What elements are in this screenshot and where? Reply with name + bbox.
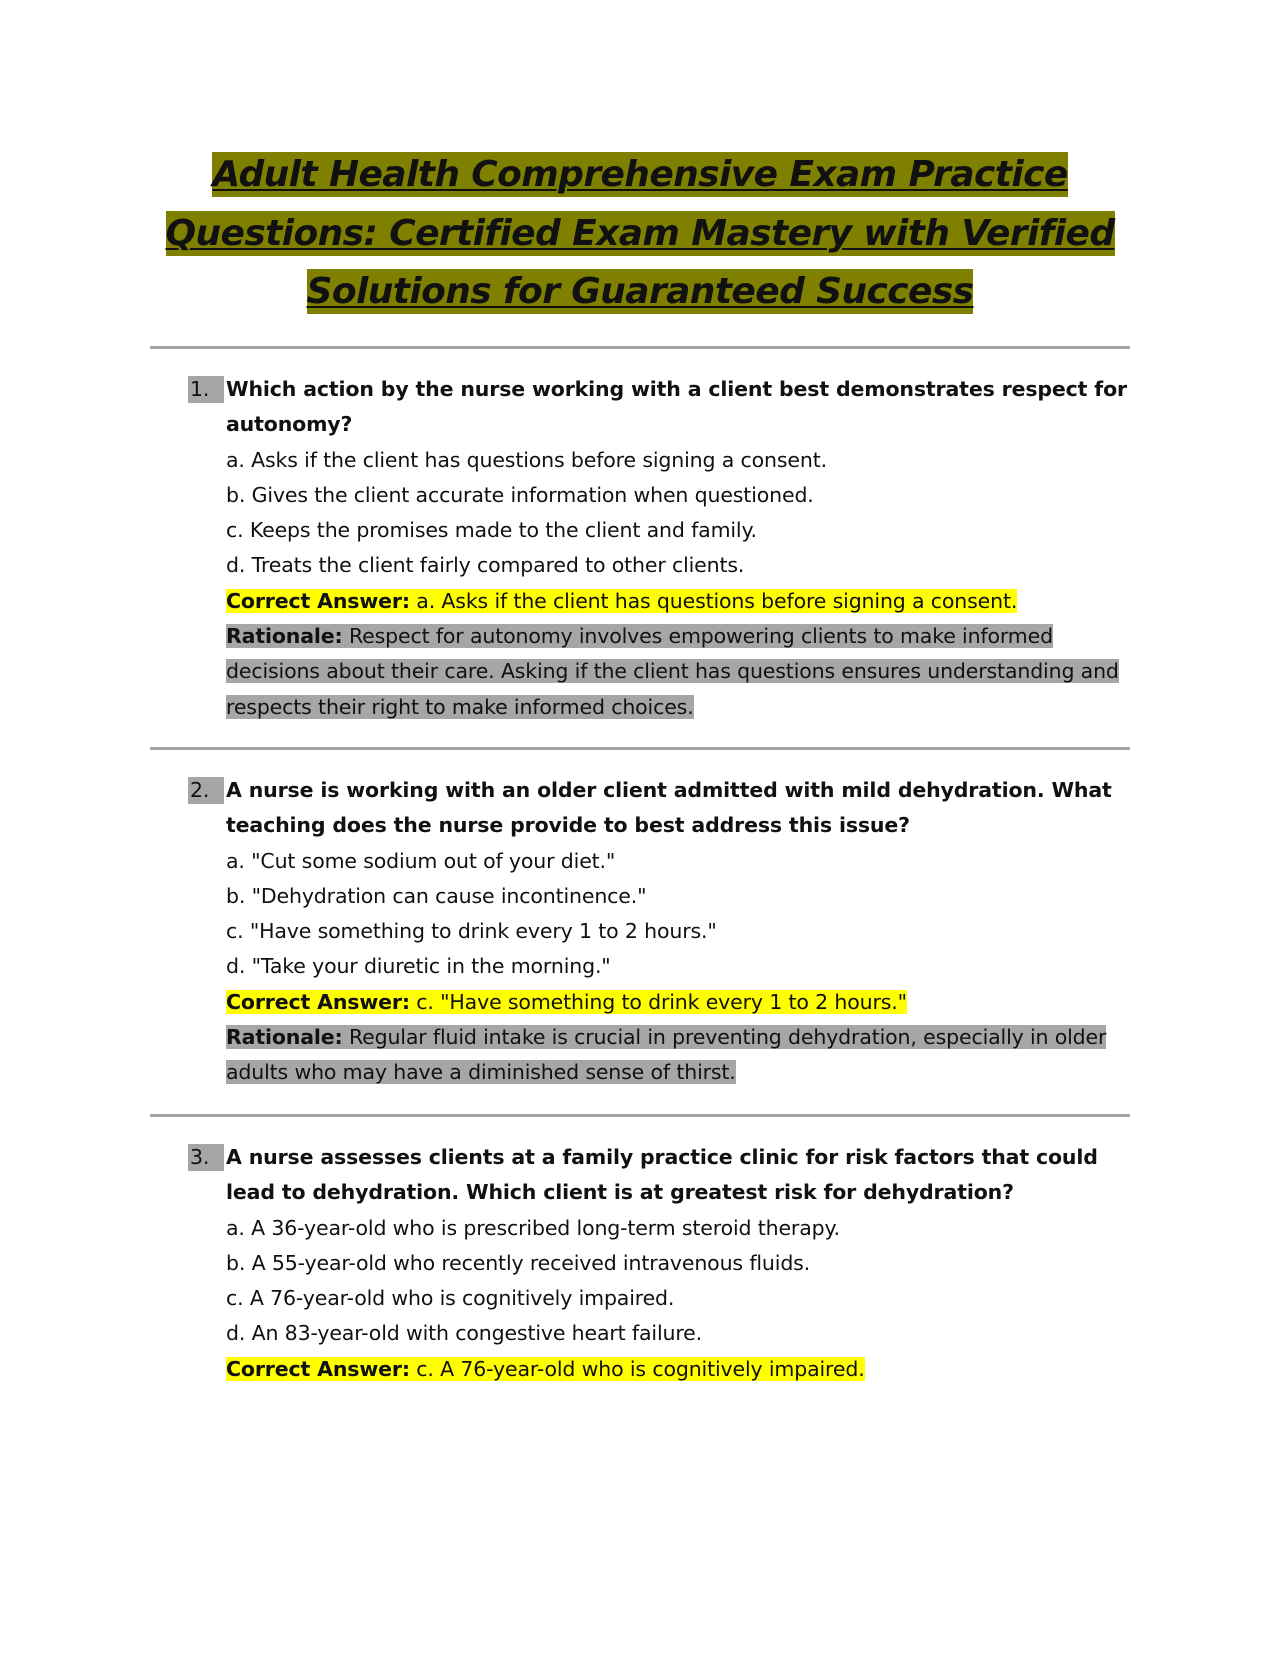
question-2 <box>188 773 1138 1091</box>
answer-label: Correct Answer: <box>226 1356 410 1381</box>
option-a: a. Asks if the client has questions before signing a consent. <box>226 447 827 472</box>
question-1 <box>188 372 1138 725</box>
section-divider <box>150 1114 1130 1117</box>
option-d: d. An 83-year-old with congestive heart failure. <box>226 1321 703 1346</box>
question-stem: A nurse is working with an older client admitted with mild dehydration. What teaching does the nurse provide to best address this issue? <box>226 778 1112 838</box>
answer-text: c. "Have something to drink every 1 to 2 hours." <box>416 989 907 1014</box>
correct-answer <box>226 1352 1138 1387</box>
rationale-label: Rationale: <box>226 624 343 649</box>
option-b: b. A 55-year-old who recently received intravenous fluids. <box>226 1250 811 1275</box>
section-divider <box>150 747 1130 750</box>
option-d: d. "Take your diuretic in the morning." <box>226 954 611 979</box>
answer-label: Correct Answer: <box>226 989 410 1014</box>
question-number: 2. <box>188 777 224 804</box>
section-divider <box>150 346 1130 349</box>
question-3 <box>188 1140 1138 1387</box>
option-a: a. "Cut some sodium out of your diet." <box>226 848 616 873</box>
option-d: d. Treats the client fairly compared to other clients. <box>226 553 745 578</box>
question-number: 3. <box>188 1144 224 1171</box>
option-c: c. A 76-year-old who is cognitively impaired. <box>226 1286 675 1311</box>
option-a: a. A 36-year-old who is prescribed long-term steroid therapy. <box>226 1215 840 1240</box>
rationale <box>226 619 1138 725</box>
answer-label: Correct Answer: <box>226 588 410 613</box>
document-title <box>150 146 1130 322</box>
option-c: c. Keeps the promises made to the client and family. <box>226 518 757 543</box>
title-line-1: Adult Health Comprehensive Exam Practice <box>212 154 1068 195</box>
question-stem: A nurse assesses clients at a family practice clinic for risk factors that could lead to dehydration. Which client is at greatest risk for dehydration? <box>226 1145 1098 1205</box>
correct-answer <box>226 584 1138 619</box>
title-line-2: Questions: Certified Exam Mastery with Verified <box>165 212 1115 254</box>
option-b: b. Gives the client accurate information when questioned. <box>226 482 814 507</box>
question-stem: Which action by the nurse working with a client best demonstrates respect for autonomy? <box>226 377 1127 437</box>
title-line-3: Solutions for Guaranteed Success <box>306 271 974 312</box>
option-b: b. "Dehydration can cause incontinence." <box>226 883 647 908</box>
rationale-text: Regular fluid intake is crucial in preventing dehydration, especially in older adults who may have a diminished sense of thirst. <box>226 1025 1107 1085</box>
rationale-text: Respect for autonomy involves empowering clients to make informed decisions about their care. Asking if the client has questions ensures understanding and respects their right to make informed choices. <box>226 624 1119 719</box>
option-c: c. "Have something to drink every 1 to 2 hours." <box>226 919 717 944</box>
correct-answer <box>226 985 1138 1020</box>
rationale-label: Rationale: <box>226 1025 343 1050</box>
rationale <box>226 1020 1138 1091</box>
answer-text: a. Asks if the client has questions before signing a consent. <box>416 588 1018 613</box>
question-number: 1. <box>188 376 224 403</box>
answer-text: c. A 76-year-old who is cognitively impaired. <box>416 1356 865 1381</box>
